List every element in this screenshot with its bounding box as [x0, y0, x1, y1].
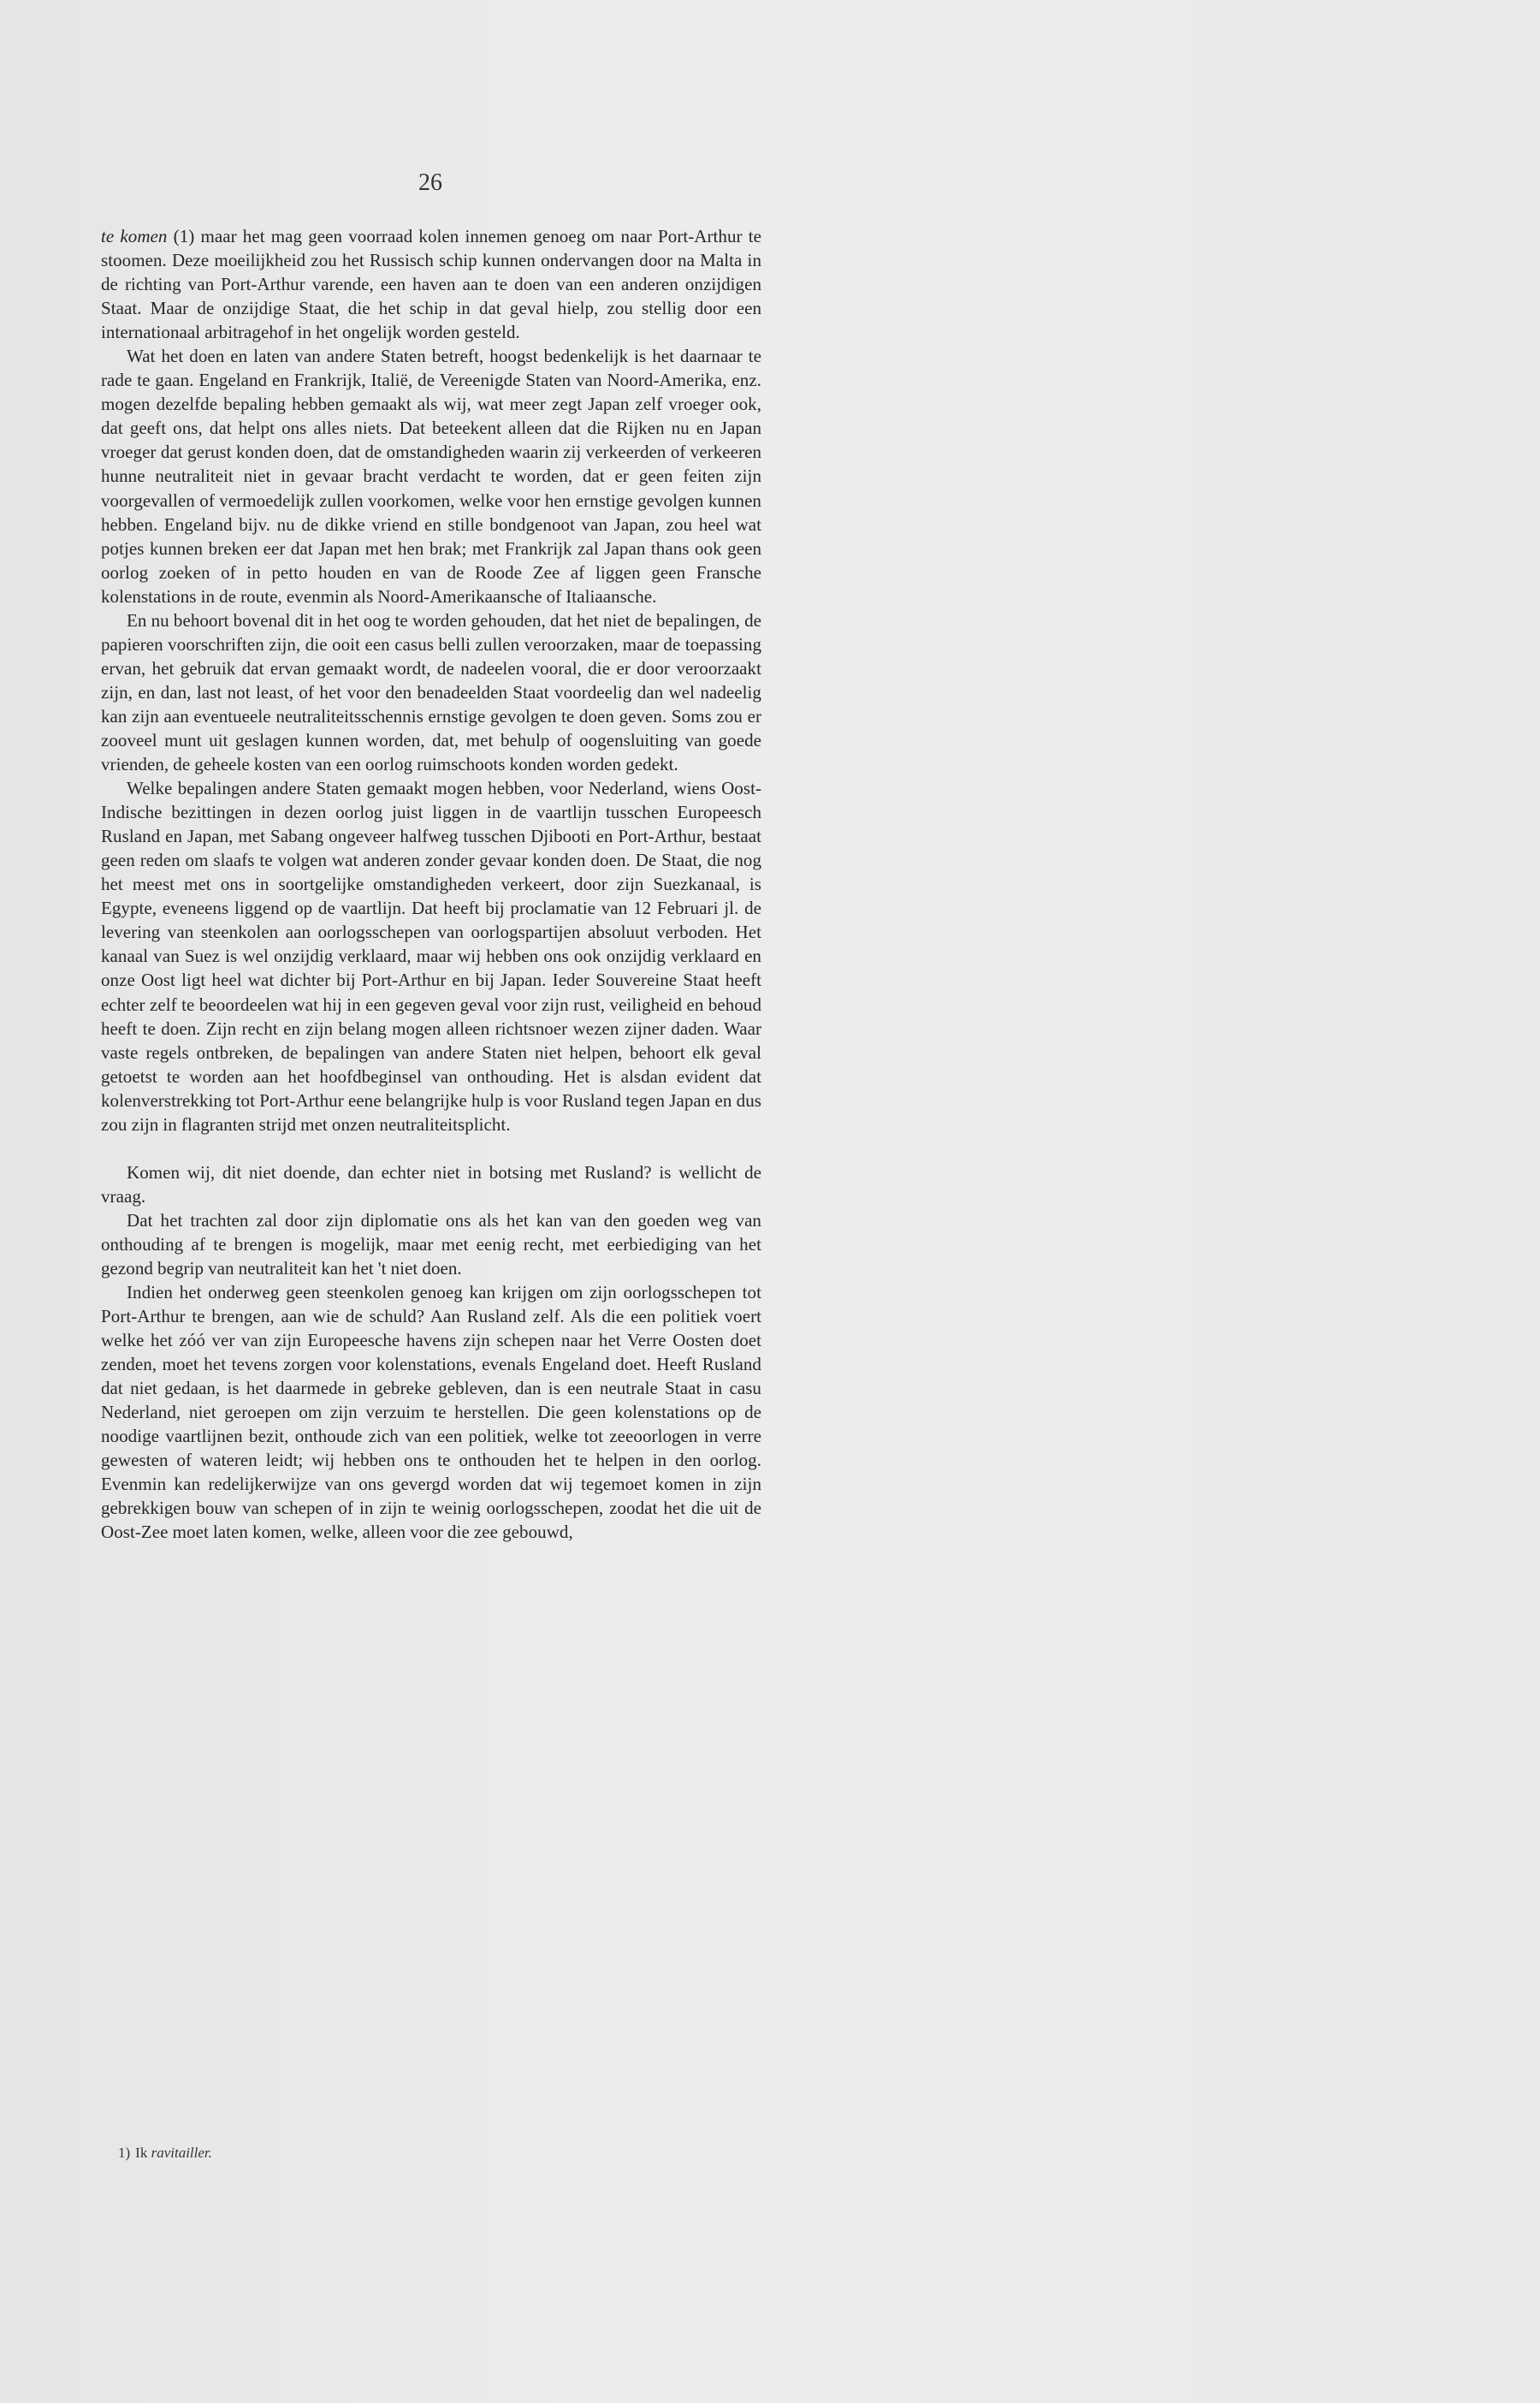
- section-gap: [101, 1136, 761, 1160]
- paragraph-text: (1) maar het mag geen voorraad kolen innemen genoeg om naar Port-Arthur te stoomen. Deze moeilijkheid zou het Russisch schip kunnen ondervangen door na Malta in de richting van Port-Arthur varende, een haven aan te doen van een anderen onzijdigen Staat. Maar de onzijdige Staat, die het schip in dat geval hielp, zou stellig door een internationaal arbitragehof in het ongelijk worden gesteld.: [101, 226, 761, 343]
- footnote-mark: 1): [118, 2145, 131, 2161]
- paragraph-text: Indien het onderweg geen steenkolen genoeg kan krijgen om zijn oorlogsschepen tot Port-Arthur te brengen, aan wie de schuld? Aan Rusland zelf. Als die een politiek voert welke het zóó ver van zijn Europeesche havens zijn schepen naar het Verre Oosten doet zenden, moet het tevens zorgen voor kolenstations, evenals Engeland doet. Heeft Rusland dat niet gedaan, is het daarmede in gebreke gebleven, dan is een neutrale Staat in casu Nederland, niet geroepen om zijn verzuim te herstellen. Die geen kolenstations op de noodige vaartlijnen bezit, onthoude zich van een politiek, welke tot zeeoorlogen in verre gewesten of wateren leidt; wij hebben ons te onthouden het te helpen in den oorlog. Evenmin kan redelijkerwijze van ons gevergd worden dat wij tegemoet komen in zijn gebrekkigen bouw van schepen of in zijn te weinig oorlogsschepen, zoodat het die uit de Oost-Zee moet laten komen, welke, alleen voor die zee gebouwd,: [101, 1282, 761, 1543]
- text-column: [101, 224, 761, 1545]
- page-number: 26: [418, 169, 442, 196]
- footnote-text: Ik: [135, 2145, 148, 2161]
- paragraph-2: [101, 344, 761, 608]
- paragraph-6: [101, 1208, 761, 1280]
- paragraph-text: Wat het doen en laten van andere Staten betreft, hoogst bedenkelijk is het daarnaar te rade te gaan. Engeland en Frankrijk, Italië, de Vereenigde Staten van Noord-Amerika, enz. mogen dezelfde bepaling hebben gemaakt als wij, wat meer zegt Japan zelf vroeger ook, dat geeft ons, dat helpt ons alles niets. Dat beteekent alleen dat die Rijken nu en Japan vroeger dat gerust konden doen, dat de omstandigheden waarin zij verkeerden of verkeeren hunne neutraliteit niet in gevaar bracht verdacht te worden, dat er geen feiten zijn voorgevallen of vermoedelijk zullen voorkomen, welke voor hen ernstige gevolgen kunnen hebben. Engeland bijv. nu de dikke vriend en stille bondgenoot van Japan, zou heel wat potjes kunnen breken eer dat Japan met hen brak; met Frankrijk zal Japan thans ook geen oorlog zoeken of in petto houden en van de Roode Zee af liggen geen Fransche kolenstations in de route, evenmin als Noord-Amerikaansche of Italiaansche.: [101, 346, 761, 607]
- paragraph-text: Komen wij, dit niet doende, dan echter niet in botsing met Rusland? is wellicht de vraag.: [101, 1161, 761, 1207]
- footnote: [118, 2145, 212, 2162]
- paragraph-3: [101, 608, 761, 776]
- paragraph-5: [101, 1160, 761, 1208]
- italic-lead: te komen: [101, 226, 168, 246]
- paragraph-text: En nu behoort bovenal dit in het oog te worden gehouden, dat het niet de bepalingen, de papieren voorschriften zijn, die ooit een casus belli zullen veroorzaken, maar de toepassing ervan, het gebruik dat ervan gemaakt wordt, de nadeelen vooral, die er door veroorzaakt zijn, en dan, last not least, of het voor den benadeelden Staat voordeelig dan wel nadeelig kan zijn aan eventueele neutraliteitsschennis ernstige gevolgen te doen geven. Soms zou er zooveel munt uit geslagen kunnen worden, dat, met behulp of oogensluiting van goede vrienden, de geheele kosten van een oorlog ruimschoots konden worden gedekt.: [101, 609, 761, 775]
- paragraph-7: [101, 1280, 761, 1545]
- paragraph-4: [101, 776, 761, 1136]
- paragraph-text: Welke bepalingen andere Staten gemaakt mogen hebben, voor Nederland, wiens Oost-Indische bezittingen in dezen oorlog juist liggen in de vaartlijn tusschen Europeesch Rusland en Japan, met Sabang ongeveer halfweg tusschen Djibooti en Port-Arthur, bestaat geen reden om slaafs te volgen wat anderen zonder gevaar konden doen. De Staat, die nog het meest met ons in soortgelijke omstandigheden verkeert, door zijn Suezkanaal, is Egypte, eveneens liggend op de vaartlijn. Dat heeft bij proclamatie van 12 Februari jl. de levering van steenkolen aan oorlogsschepen van oorlogspartijen absoluut verboden. Het kanaal van Suez is wel onzijdig verklaard, maar wij hebben ons ook onzijdig verklaard en onze Oost ligt heel wat dichter bij Port-Arthur en bij Japan. Ieder Souvereine Staat heeft echter zelf te beoordeelen wat hij in een gegeven geval voor zijn rust, veiligheid en behoud heeft te doen. Zijn recht en zijn belang mogen alleen richtsnoer wezen zijner daden. Waar vaste regels ontbreken, de bepalingen van andere Staten niet helpen, behoort elk geval getoetst te worden aan het hoofdbeginsel van onthouding. Het is alsdan evident dat kolenverstrekking tot Port-Arthur eene belangrijke hulp is voor Rusland tegen Japan en dus zou zijn in flagranten strijd met onzen neutraliteitsplicht.: [101, 778, 761, 1135]
- paragraph-text: Dat het trachten zal door zijn diplomatie ons als het kan van den goeden weg van onthouding af te brengen is mogelijk, maar met eenig recht, met eerbiediging van het gezond begrip van neutraliteit kan het 't niet doen.: [101, 1209, 761, 1279]
- paragraph-1: [101, 224, 761, 344]
- footnote-italic: ravitailler.: [151, 2145, 212, 2161]
